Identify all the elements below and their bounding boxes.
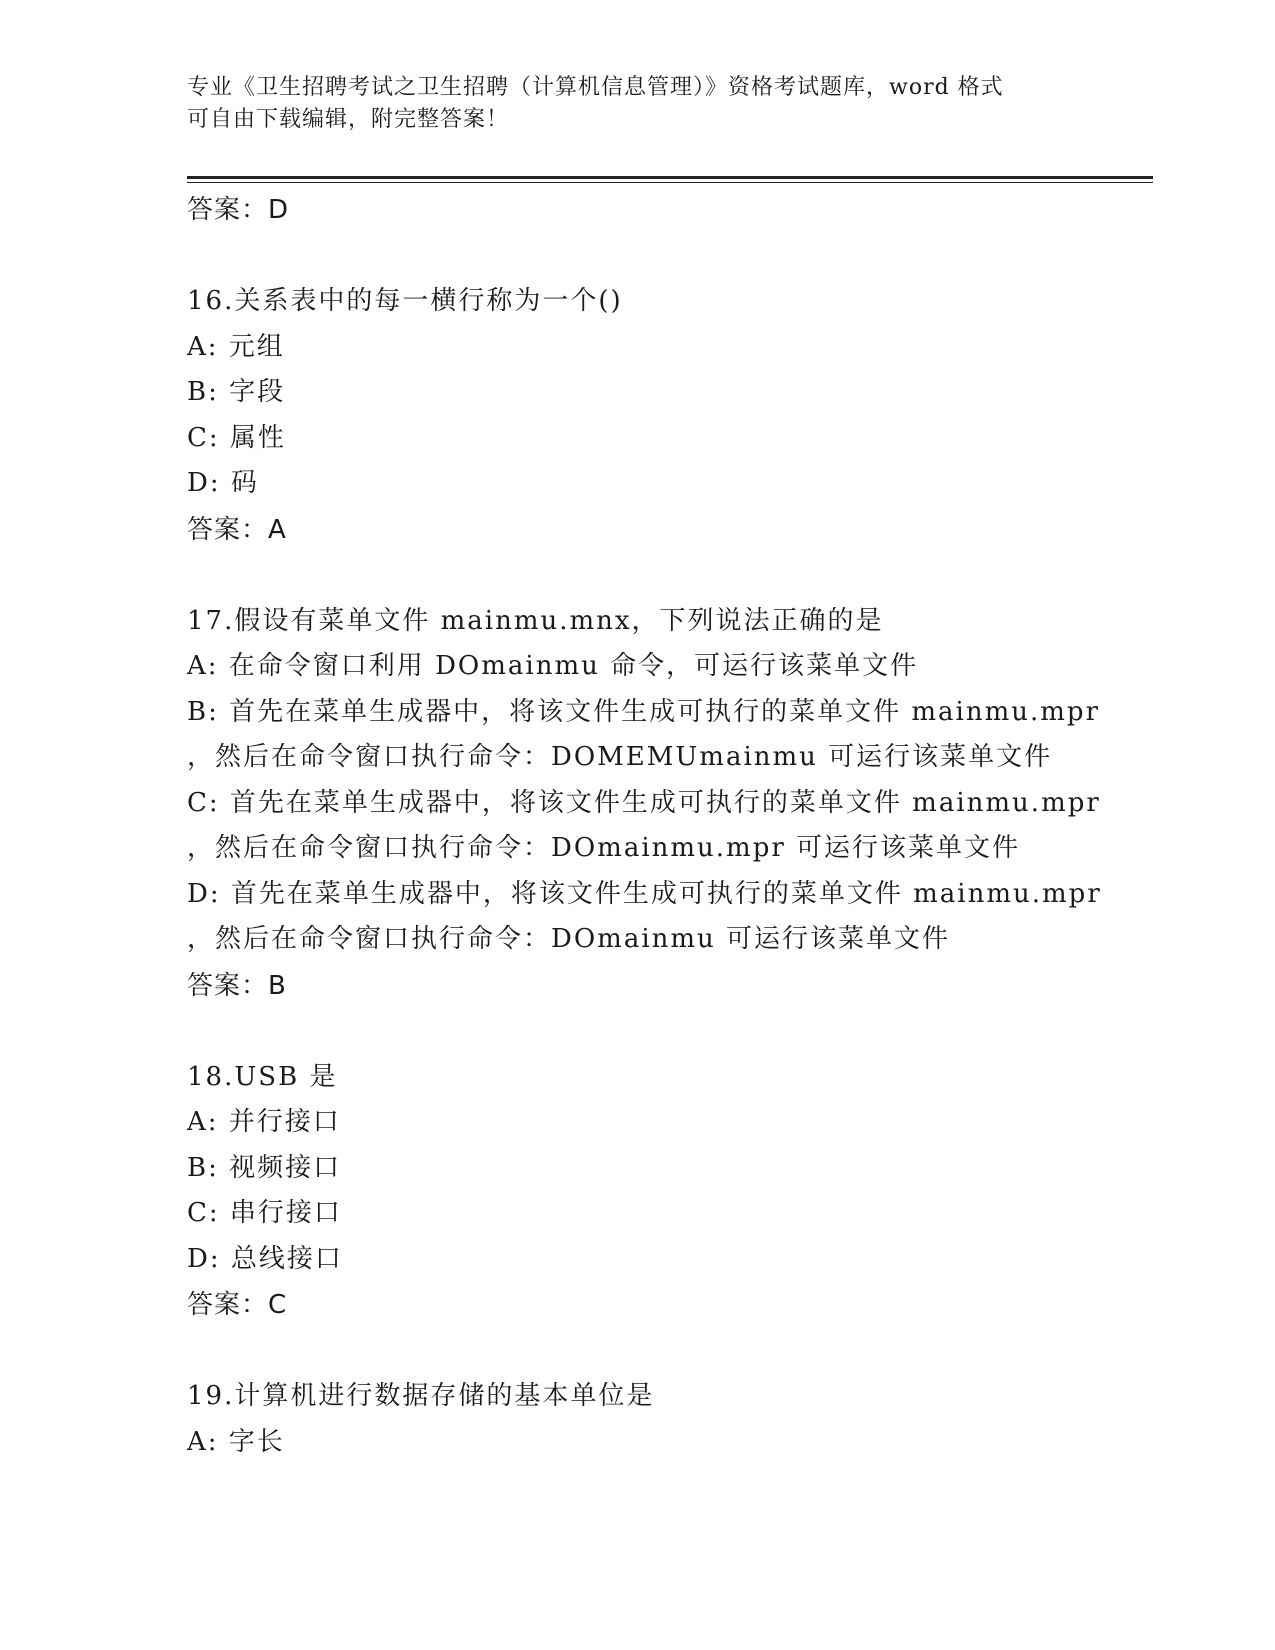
option-d-line-2: ，然后在命令窗口执行命令：DOmainmu 可运行该菜单文件 [187, 924, 951, 954]
option-a: A: 字长 [187, 1426, 285, 1457]
question-text: 17.假设有菜单文件 mainmu.mnx，下列说法正确的是 [187, 605, 884, 636]
header-line-1: 专业《卫生招聘考试之卫生招聘（计算机信息管理）》资格考试题库，word 格式 [187, 75, 1004, 100]
answer-prev: 答案：D [187, 195, 290, 225]
option-c: C: 属性 [187, 422, 286, 453]
option-b: B: 视频接口 [187, 1152, 342, 1183]
option-b: B: 字段 [187, 377, 286, 407]
option-c-line-2: ，然后在命令窗口执行命令：DOmainmu.mpr 可运行该菜单文件 [187, 833, 1021, 863]
question-text: 18.USB 是 [187, 1061, 338, 1092]
question-18 [187, 1055, 1187, 1329]
option-c-line-1: C: 首先在菜单生成器中，将该文件生成可执行的菜单文件 mainmu.mpr [187, 787, 1101, 818]
header-rule-thin [187, 182, 1153, 183]
question-text: 19.计算机进行数据存储的基本单位是 [187, 1381, 655, 1411]
answer: 答案：C [187, 1290, 288, 1320]
option-a: A: 元组 [187, 331, 285, 362]
question-17 [187, 599, 1187, 1009]
header-rule-thick [187, 176, 1153, 179]
question-19 [187, 1374, 1187, 1465]
option-d-line-1: D: 首先在菜单生成器中，将该文件生成可执行的菜单文件 mainmu.mpr [187, 878, 1102, 909]
answer: 答案：B [187, 970, 287, 1001]
document-header [187, 72, 1087, 136]
header-line-2: 可自由下载编辑，附完整答案！ [187, 107, 510, 132]
option-a: A: 并行接口 [187, 1107, 341, 1137]
option-b-line-2: ，然后在命令窗口执行命令：DOMEMUmainmu 可运行该菜单文件 [187, 742, 1053, 772]
question-list [187, 187, 1187, 1465]
option-c: C: 串行接口 [187, 1198, 342, 1228]
answer: 答案：A [187, 514, 287, 545]
question-16 [187, 279, 1187, 553]
option-d: D: 码 [187, 468, 259, 498]
question-text: 16.关系表中的每一横行称为一个() [187, 286, 623, 316]
option-b-line-1: B: 首先在菜单生成器中，将该文件生成可执行的菜单文件 mainmu.mpr [187, 696, 1101, 727]
option-a: A: 在命令窗口利用 DOmainmu 命令，可运行该菜单文件 [187, 651, 919, 681]
option-d: D: 总线接口 [187, 1243, 343, 1274]
